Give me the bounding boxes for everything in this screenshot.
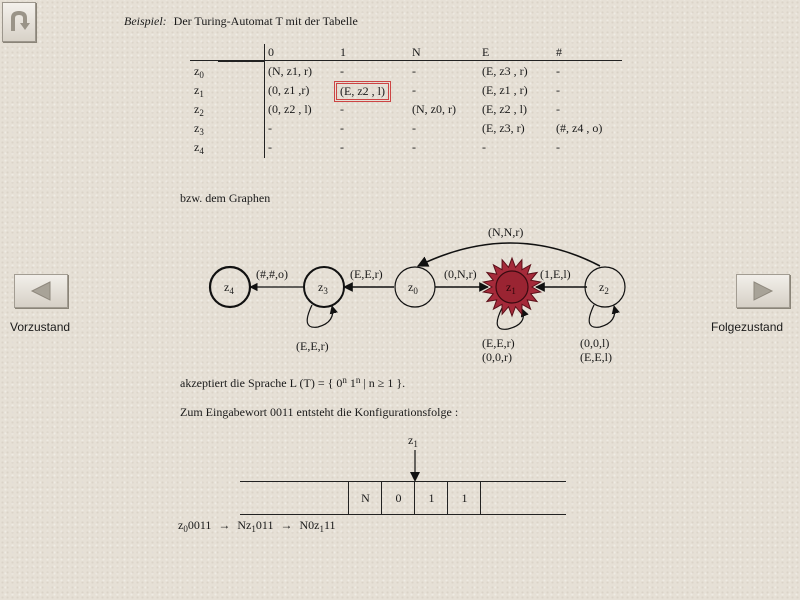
table-cell: (E, z2 , l) xyxy=(482,102,527,116)
loop-label-z1-b: (0,0,r) xyxy=(482,350,512,364)
table-header: E xyxy=(482,45,490,59)
state-label-z1: $z_1$ xyxy=(506,280,516,296)
loop-z2 xyxy=(589,305,615,327)
edge-label-z2-z1: (1,E,l) xyxy=(540,267,571,281)
language-statement: akzeptiert die Sprache L (T) = { 0$^n$ 1$^n$ | n ≥ 1 }. xyxy=(180,375,406,390)
tape-head-state: $z_1$ xyxy=(408,433,418,449)
tape-cell: N xyxy=(348,482,382,514)
table-cell: - xyxy=(340,140,344,154)
table-cell: - xyxy=(556,140,560,154)
tape-head-arrow xyxy=(405,450,425,482)
edge-label-z3-z4: (#,#,o) xyxy=(256,267,288,281)
prev-state-label[interactable]: Vorzustand xyxy=(10,320,71,334)
next-state-button[interactable] xyxy=(736,274,790,308)
table-cell: - xyxy=(412,64,416,78)
table-cell: - xyxy=(412,140,416,154)
table-cell: - xyxy=(556,102,560,116)
triangle-left-icon xyxy=(28,280,54,302)
table-header: # xyxy=(556,45,562,59)
table-cell-highlighted: (E, z2 , l) xyxy=(334,81,391,102)
table-state-label: $z_1$ xyxy=(194,83,204,99)
table-state-label: $z_0$ xyxy=(194,64,204,80)
table-cell: - xyxy=(340,102,344,116)
table-cell: - xyxy=(340,64,344,78)
config-sequence: $z_00011 \to Nz_1011 \to N0z_111$ xyxy=(178,518,336,534)
loop-z3 xyxy=(307,305,333,327)
edge-label-z0-z1: (0,N,r) xyxy=(444,267,477,281)
table-cell: - xyxy=(556,64,560,78)
table-header: 0 xyxy=(268,45,274,59)
table-cell: - xyxy=(268,140,272,154)
edge-label-z2-z0: (N,N,r) xyxy=(488,225,524,239)
loop-label-z2-a: (0,0,l) xyxy=(580,336,610,350)
example-label: Beispiel: xyxy=(124,14,167,28)
table-cell: (0, z1 ,r) xyxy=(268,83,310,97)
table-cell: - xyxy=(340,121,344,135)
loop-label-z3: (E,E,r) xyxy=(296,339,329,353)
tape-cell: 1 xyxy=(414,482,448,514)
loop-label-z2-b: (E,E,l) xyxy=(580,350,612,364)
state-label-z2: $z_2$ xyxy=(599,280,609,296)
example-text: Der Turing-Automat T mit der Tabelle xyxy=(173,14,358,28)
next-state-label[interactable]: Folgezustand xyxy=(711,320,784,334)
state-label-z0: $z_0$ xyxy=(408,280,418,296)
table-cell: (N, z0, r) xyxy=(412,102,456,116)
loop-label-z1-a: (E,E,r) xyxy=(482,336,515,350)
table-cell: - xyxy=(412,83,416,97)
state-label-z4: $z_4$ xyxy=(224,280,234,296)
table-header: 1 xyxy=(340,45,346,59)
tape-divider xyxy=(480,482,481,514)
table-cell: (0, z2 , l) xyxy=(268,102,312,116)
table-state-label: $z_3$ xyxy=(194,121,204,137)
table-cell: - xyxy=(556,83,560,97)
edge-label-z0-z3: (E,E,r) xyxy=(350,267,383,281)
graph-intro: bzw. dem Graphen xyxy=(180,191,271,205)
triangle-right-icon xyxy=(750,280,776,302)
table-cell: (N, z1, r) xyxy=(268,64,312,78)
edge-z2-z0 xyxy=(418,243,600,266)
state-label-z3: $z_3$ xyxy=(318,280,328,296)
table-state-label: $z_4$ xyxy=(194,140,204,156)
table-cell: (#, z4 , o) xyxy=(556,121,603,135)
table-cell: (E, z3 , r) xyxy=(482,64,528,78)
prev-state-button[interactable] xyxy=(14,274,68,308)
tape-bottom-line xyxy=(240,514,566,515)
table-cell: (E, z3, r) xyxy=(482,121,525,135)
table-cell: - xyxy=(412,121,416,135)
table-cell: (E, z1 , r) xyxy=(482,83,528,97)
tape-cell: 0 xyxy=(381,482,415,514)
tape-cell: 1 xyxy=(447,482,481,514)
table-header: N xyxy=(412,45,421,59)
table-state-label: $z_2$ xyxy=(194,102,204,118)
config-intro: Zum Eingabewort 0011 entsteht die Konfigurationsfolge : xyxy=(180,405,459,419)
table-cell: - xyxy=(482,140,486,154)
table-cell: - xyxy=(268,121,272,135)
